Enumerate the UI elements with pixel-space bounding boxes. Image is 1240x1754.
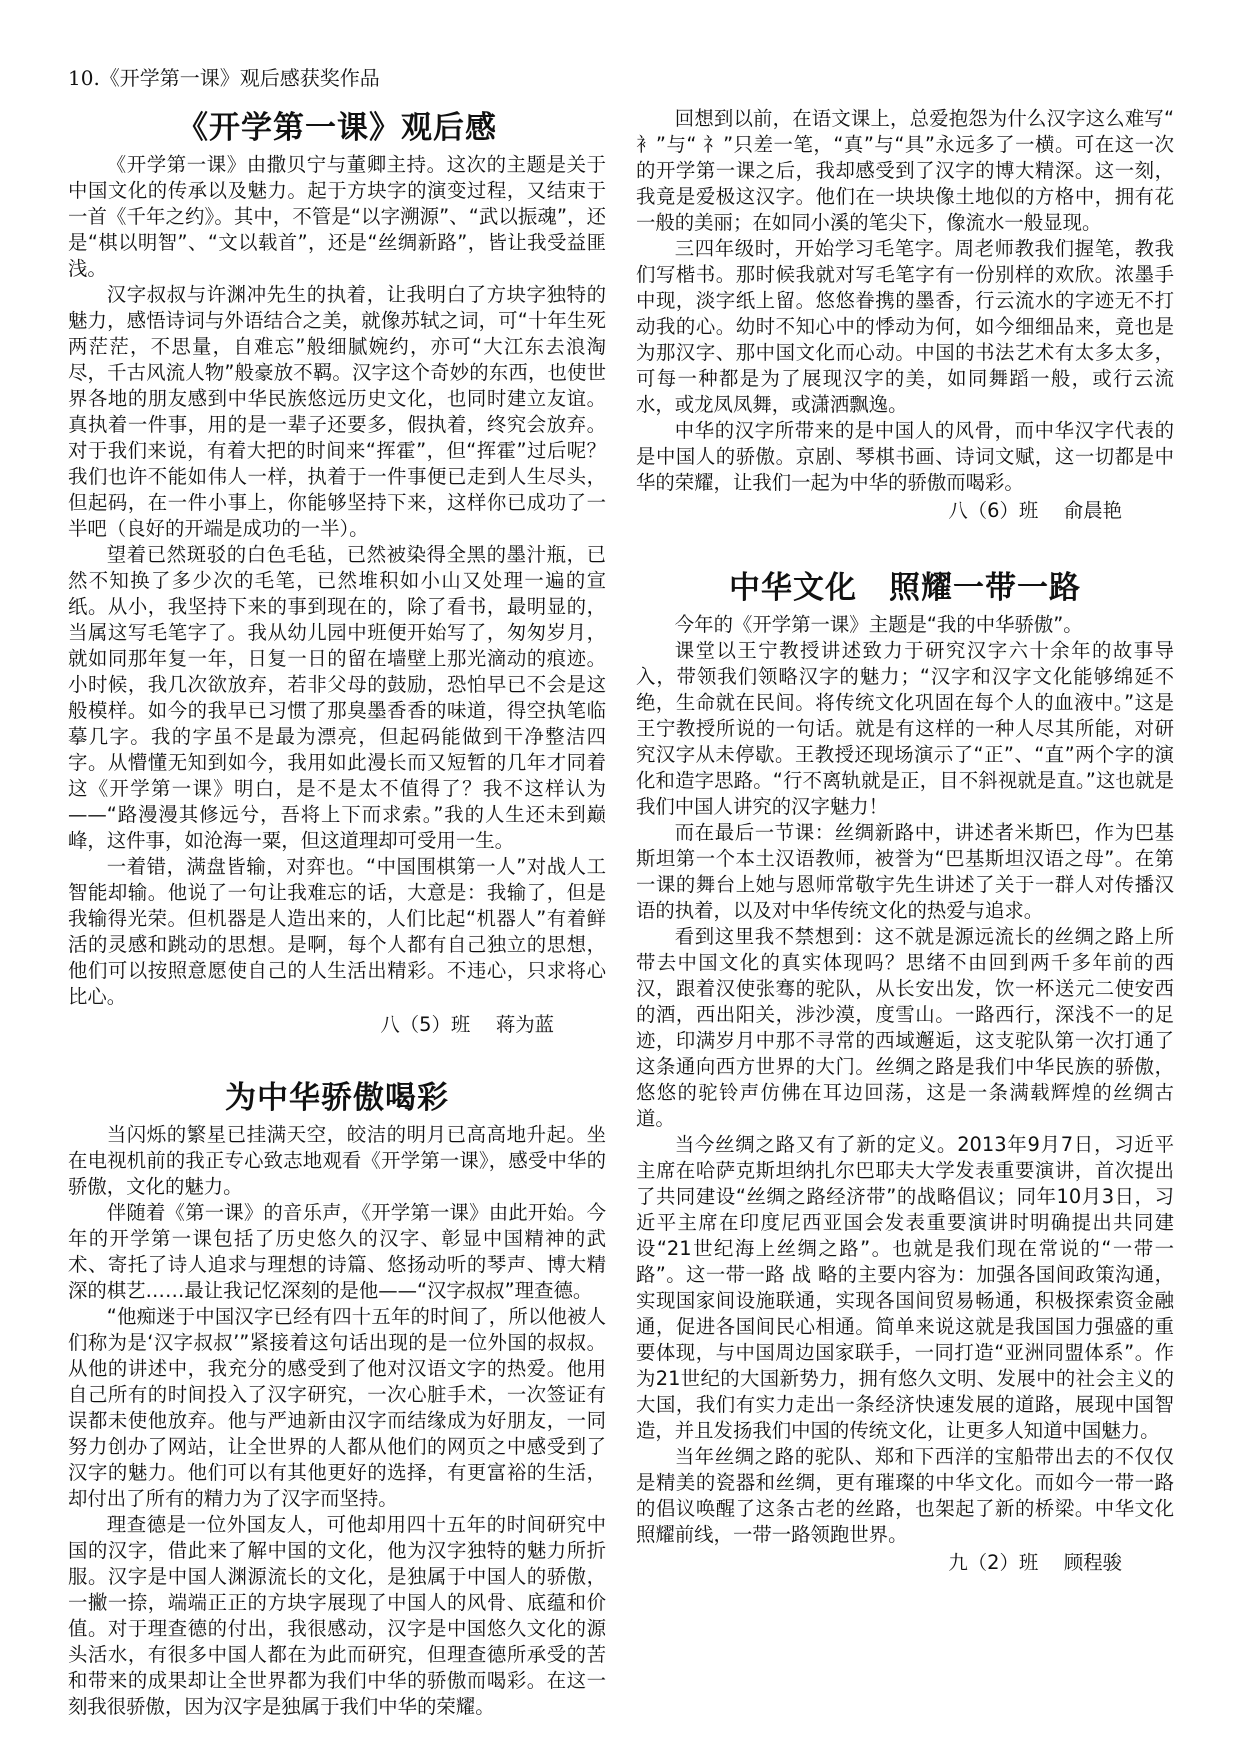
article-3-paragraph: 当年丝绸之路的驼队、郑和下西洋的宝船带出去的不仅仅是精美的瓷器和丝绸，更有璀璨的中华文化。而如今一带一路的倡议唤醒了这条古老的丝路，也架起了新的桥梁。中华文化照耀前线，一带一路领跑世界。 bbox=[636, 1445, 1174, 1546]
article-2-paragraph: 理查德是一位外国友人，可他却用四十五年的时间研究中国的汉字，借此来了解中国的文化，他为汉字独特的魅力所折服。汉字是中国人渊源流长的文化，是独属于中国人的骄傲，一撇一捺，端端正正的方块字展现了中国人的风骨、底蕴和价值。对于理查德的付出，我很感动，汉字是中国悠久文化的源头活水，有很多中国人都在为此而研究，但理查德所承受的苦和带来的成果却让全世界都为我们中华的骄傲而喝彩。在这一刻我很骄傲，因为汉字是独属于我们中华的荣耀。 bbox=[68, 1513, 606, 1718]
article-1-paragraph: 汉字叔叔与许渊冲先生的执着，让我明白了方块字独特的魅力，感悟诗词与外语结合之美，就像苏轼之词，可“十年生死两茫茫，不思量，自难忘”般细腻婉约，亦可“大江东去浪淘尽，千古风流人物”般豪放不羁。汉字这个奇妙的东西，也使世界各地的朋友感到中华民族悠远历史文化，也同时建立友谊。真执着一件事，用的是一辈子还要多，假执着，终究会放弃。对于我们来说，有着大把的时间来“挥霍”，但“挥霍”过后呢？我们也许不能如伟人一样，执着于一件事便已走到人生尽头，但起码，在一件小事上，你能够坚持下来，这样你已成功了一半吧（良好的开端是成功的一半）。 bbox=[68, 283, 606, 540]
article-3-paragraph: 今年的《开学第一课》主题是“我的中华骄傲”。 bbox=[674, 613, 1083, 636]
left-column bbox=[68, 108, 606, 1720]
article-2-paragraph: “他痴迷于中国汉字已经有四十五年的时间了，所以他被人们称为是‘汉字叔叔’”紧接着这句话出现的是一位外国的叔叔。从他的讲述中，我充分的感受到了他对汉语文字的热爱。他用自己所有的时间投入了汉字研究，一次心脏手术，一次签证有误都未使他放弃。他与严迪新由汉字而结缘成为好朋友，一同努力创办了网站，让全世界的人都从他们的网页之中感受到了汉字的魅力。他们可以有其他更好的选择，有更富裕的生活，却付出了所有的精力为了汉字而坚持。 bbox=[68, 1305, 606, 1510]
article-2 bbox=[68, 1078, 606, 1720]
article-1 bbox=[68, 108, 606, 1038]
article-3-paragraph: 课堂以王宁教授讲述致力于研究汉字六十余年的故事导入，带领我们领略汉字的魅力；“汉字和汉字文化能够绵延不绝，生命就在民间。将传统文化巩固在每个人的血液中。”这是王宁教授所说的一句话。就是有这样的一种人尽其所能，对研究汉字从未停歇。王教授还现场演示了“正”、“直”两个字的演化和造字思路。“行不离轨就是正，目不斜视就是直。”这也就是我们中国人讲究的汉字魅力！ bbox=[636, 639, 1174, 818]
article-3-paragraph: 看到这里我不禁想到：这不就是源远流长的丝绸之路上所带去中国文化的真实体现吗？思绪不由回到两千多年前的西汉，跟着汉使张骞的驼队，从长安出发，饮一杯送元二使安西的酒，西出阳关，涉沙漠，度雪山。一路西行，深浅不一的足迹，印满岁月中那不寻常的西域邂逅，这支驼队第一次打通了这条通向西方世界的大门。丝绸之路是我们中华民族的骄傲，悠悠的驼铃声仿佛在耳边回荡，这是一条满载辉煌的丝绸古道。 bbox=[636, 925, 1174, 1130]
article-1-title: 《开学第一课》观后感 bbox=[177, 110, 497, 146]
article-1-paragraph: 望着已然斑驳的白色毛毡，已然被染得全黑的墨汁瓶，已然不知换了多少次的毛笔，已然堆积如小山又处理一遍的宣纸。从小，我坚持下来的事到现在的，除了看书，最明显的，当属这写毛笔字了。我从幼儿园中班便开始写了，匆匆岁月，就如同那年复一年，日复一日的留在墙壁上那光滴动的痕迹。小时候，我几次欲放弃，若非父母的鼓励，恐怕早已不会是这般模样。如今的我早已习惯了那臭墨香香的味道，得空执笔临摹几字。我的字虽不是最为漂亮，但起码能做到干净整洁四字。从懵懂无知到如今，我用如此漫长而又短暂的几年才同着这《开学第一课》明白，是不是太不值得了？我不这样认为——“路漫漫其修远兮，吾将上下而求索。”我的人生还未到巅峰，这件事，如沧海一粟，但这道理却可受用一生。 bbox=[68, 543, 606, 852]
page-header: 10.《开学第一课》观后感获奖作品 bbox=[68, 66, 380, 90]
article-2-paragraph: 中华的汉字所带来的是中国人的风骨，而中华汉字代表的是中国人的骄傲。京剧、琴棋书画、诗词文赋，这一切都是中华的荣耀，让我们一起为中华的骄傲而喝彩。 bbox=[636, 419, 1174, 494]
article-1-signature: 八（5）班 蒋为蓝 bbox=[380, 1013, 554, 1036]
article-2-title: 为中华骄傲喝彩 bbox=[225, 1080, 449, 1116]
article-3-paragraph: 而在最后一节课：丝绸新路中，讲述者米斯巴，作为巴基斯坦第一个本土汉语教师，被誉为“巴基斯坦汉语之母”。在第一课的舞台上她与恩师常敬宇先生讲述了关于一群人对传播汉语的执着，以及对中华传统文化的热爱与追求。 bbox=[636, 821, 1174, 922]
right-column bbox=[636, 106, 1174, 1576]
article-2-paragraph: 三四年级时，开始学习毛笔字。周老师教我们握笔，教我们写楷书。那时候我就对写毛笔字有一份别样的欢欣。浓墨手中现，淡字纸上留。悠悠眷携的墨香，行云流水的字迹无不打动我的心。幼时不知心中的悸动为何，如今细细品来，竟也是为那汉字、那中国文化而心动。中国的书法艺术有太多太多，可每一种都是为了展现汉字的美，如同舞蹈一般，或行云流水，或龙凤凤舞，或潇洒飘逸。 bbox=[636, 237, 1174, 416]
article-3-title: 中华文化 照耀一带一路 bbox=[729, 570, 1081, 606]
article-2-paragraph: 伴随着《第一课》的音乐声，《开学第一课》由此开始。今年的开学第一课包括了历史悠久的汉字、彰显中国精神的武术、寄托了诗人追求与理想的诗篇、悠扬动听的琴声、博大精深的棋艺……最让我记忆深刻的是他——“汉字叔叔”理查德。 bbox=[68, 1201, 606, 1302]
article-2-paragraph: 当闪烁的繁星已挂满天空，皎洁的明月已高高地升起。坐在电视机前的我正专心致志地观看《开学第一课》，感受中华的骄傲，文化的魅力。 bbox=[68, 1123, 606, 1198]
article-3-paragraph: 当今丝绸之路又有了新的定义。2013年9月7日，习近平主席在哈萨克斯坦纳扎尔巴耶夫大学发表重要演讲，首次提出了共同建设“丝绸之路经济带”的战略倡议；同年10月3日，习近平主席在印度尼西亚国会发表重要演讲时明确提出共同建设“21世纪海上丝绸之路”。也就是我们现在常说的“一带一路”。这一带一路 战 略的主要内容为：加强各国间政策沟通，实现国家间设施联通，实现各国间贸易畅通，积极探索资金融通，促进各国间民心相通。简单来说这就是我国国力强盛的重要体现，与中国周边国家联手，一同打造“亚洲同盟体系”。作为21世纪的大国新势力，拥有悠久文明、发展中的社会主义的大国，我们有实力走出一条经济快速发展的道路，展现中国智造，并且发扬我们中国的传统文化，让更多人知道中国魅力。 bbox=[636, 1133, 1174, 1442]
article-2-continued bbox=[636, 106, 1174, 524]
article-3 bbox=[636, 568, 1174, 1576]
article-2-signature: 八（6）班 俞晨艳 bbox=[948, 499, 1122, 522]
article-1-paragraph: 《开学第一课》由撒贝宁与董卿主持。这次的主题是关于中国文化的传承以及魅力。起于方块字的演变过程，又结束于一首《千年之约》。其中，不管是“以字溯源”、“武以振魂”，还是“棋以明智”、“文以载首”，还是“丝绸新路”，皆让我受益匪浅。 bbox=[68, 153, 606, 280]
article-3-signature: 九（2）班 顾程骏 bbox=[948, 1551, 1122, 1574]
article-2-paragraph: 回想到以前，在语文课上，总爱抱怨为什么汉字这么难写“ 衤”与“ 礻”只差一笔，“真”与“具”永远多了一横。可在这一次的开学第一课之后，我却感受到了汉字的博大精深。这一刻，我竟是爱极这汉字。他们在一块块像土地似的方格中，拥有花一般的美丽；在如同小溪的笔尖下，像流水一般显现。 bbox=[636, 107, 1174, 234]
article-1-paragraph: 一着错，满盘皆输，对弈也。“中国围棋第一人”对战人工智能却输。他说了一句让我难忘的话，大意是：我输了，但是我输得光荣。但机器是人造出来的，人们比起“机器人”有着鲜活的灵感和跳动的思想。是啊，每个人都有自己独立的思想，他们可以按照意愿使自己的人生活出精彩。不违心，只求将心比心。 bbox=[68, 855, 606, 1008]
